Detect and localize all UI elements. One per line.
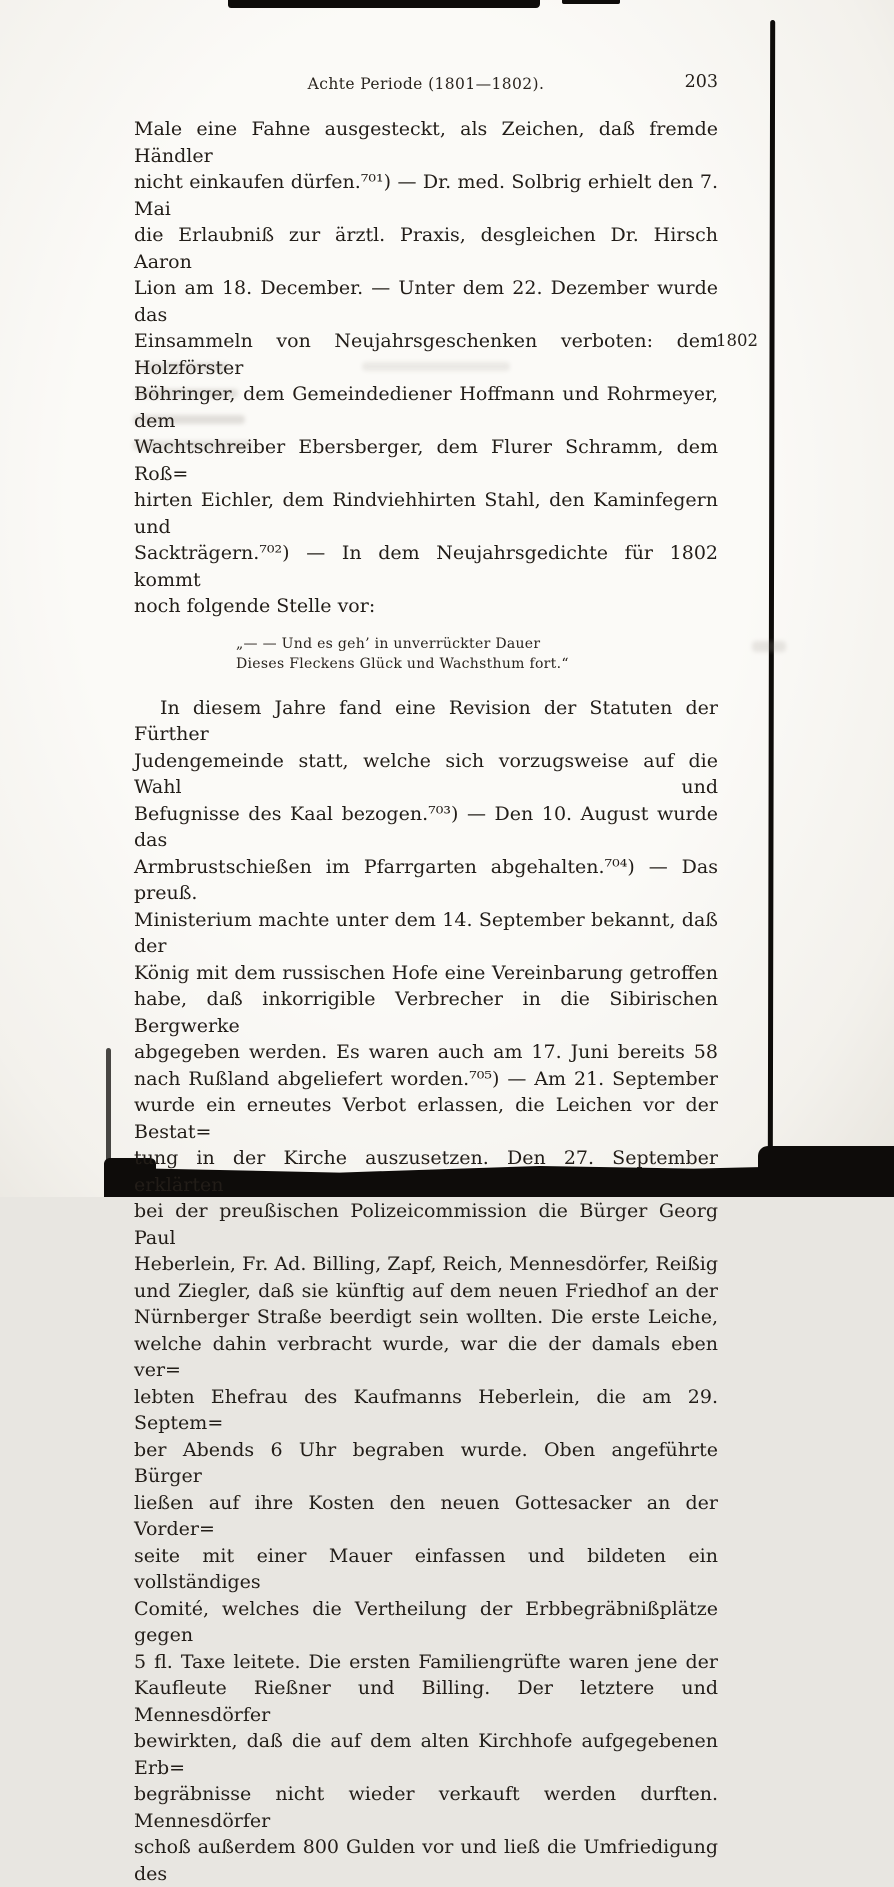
text-line: begräbnisse nicht wieder verkauft werden durften. Mennesdörfer bbox=[134, 1781, 718, 1834]
text-line: nicht einkaufen dürfen.⁷⁰¹) — Dr. med. Solbrig erhielt den 7. Mai bbox=[134, 169, 718, 222]
page-number: 203 bbox=[664, 72, 718, 92]
text-line: seite mit einer Mauer einfassen und bildeten ein vollständiges bbox=[134, 1543, 718, 1596]
body-paragraph-1 bbox=[134, 116, 718, 620]
margin-year-note: 1802 bbox=[716, 331, 758, 350]
text-line: Sackträgern.⁷⁰²) — In dem Neujahrsgedichte für 1802 kommt bbox=[134, 540, 718, 593]
text-line: die Erlaubniß zur ärztl. Praxis, desgleichen Dr. Hirsch Aaron bbox=[134, 222, 718, 275]
text-line: noch folgende Stelle vor: bbox=[134, 593, 718, 620]
text-line: bewirkten, daß die auf dem alten Kirchhofe aufgegebenen Erb= bbox=[134, 1728, 718, 1781]
text-line: Male eine Fahne ausgesteckt, als Zeichen, daß fremde Händler bbox=[134, 116, 718, 169]
text-line: lebten Ehefrau des Kaufmanns Heberlein, die am 29. Septem= bbox=[134, 1384, 718, 1437]
text-line: welche dahin verbracht wurde, war die der damals eben ver= bbox=[134, 1331, 718, 1384]
text-line: Befugnisse des Kaal bezogen.⁷⁰³) — Den 10. August wurde das bbox=[134, 801, 718, 854]
body-paragraph-2 bbox=[134, 695, 718, 1887]
text-line: wurde ein erneutes Verbot erlassen, die Leichen vor der Bestat= bbox=[134, 1092, 718, 1145]
text-line: schoß außerdem 800 Gulden vor und ließ die Umfriedigung des bbox=[134, 1834, 718, 1887]
text-line: Dieses Fleckens Glück und Wachsthum fort.“ bbox=[236, 654, 718, 674]
text-line: In diesem Jahre fand eine Revision der Statuten der Fürther bbox=[134, 695, 718, 748]
text-column bbox=[134, 116, 718, 1887]
scan-artifact-right-edge bbox=[768, 20, 775, 1160]
text-line: ber Abends 6 Uhr begraben wurde. Oben angeführte Bürger bbox=[134, 1437, 718, 1490]
text-line: und Ziegler, daß sie künftig auf dem neuen Friedhof an der bbox=[134, 1278, 718, 1305]
text-line: Ministerium machte unter dem 14. September bekannt, daß der bbox=[134, 907, 718, 960]
poem-quote bbox=[236, 634, 718, 674]
text-line: abgegeben werden. Es waren auch am 17. Juni bereits 58 bbox=[134, 1039, 718, 1066]
text-line: Einsammeln von Neujahrsgeschenken verboten: dem Holzförster bbox=[134, 328, 718, 381]
text-line: Böhringer, dem Gemeindediener Hoffmann und Rohrmeyer, dem bbox=[134, 381, 718, 434]
scan-artifact-top bbox=[228, 0, 540, 8]
text-line: 5 fl. Taxe leitete. Die ersten Familiengrüfte waren jene der bbox=[134, 1649, 718, 1676]
text-line: ließen auf ihre Kosten den neuen Gottesacker an der Vorder= bbox=[134, 1490, 718, 1543]
text-line: Lion am 18. December. — Unter dem 22. Dezember wurde das bbox=[134, 275, 718, 328]
text-line: König mit dem russischen Hofe eine Vereinbarung getroffen bbox=[134, 960, 718, 987]
text-line: nach Rußland abgeliefert worden.⁷⁰⁵) — Am 21. September bbox=[134, 1066, 718, 1093]
bleedthrough-artifact bbox=[752, 641, 786, 652]
text-line: hirten Eichler, dem Rindviehhirten Stahl, den Kaminfegern und bbox=[134, 487, 718, 540]
scan-artifact-bottom-right bbox=[758, 1146, 894, 1197]
text-line: „— — Und es geh’ in unverrückter Dauer bbox=[236, 634, 718, 654]
text-line: bei der preußischen Polizeicommission die Bürger Georg Paul bbox=[134, 1198, 718, 1251]
text-line: habe, daß inkorrigible Verbrecher in die Sibirischen Bergwerke bbox=[134, 986, 718, 1039]
scan-artifact-left-edge bbox=[106, 1048, 111, 1170]
text-line: Comité, welches die Vertheilung der Erbbegräbnißplätze gegen bbox=[134, 1596, 718, 1649]
scan-artifact-top bbox=[562, 0, 620, 4]
text-line: Nürnberger Straße beerdigt sein wollten. Die erste Leiche, bbox=[134, 1304, 718, 1331]
text-line: Kaufleute Rießner und Billing. Der letztere und Mennesdörfer bbox=[134, 1675, 718, 1728]
text-line: Heberlein, Fr. Ad. Billing, Zapf, Reich, Mennesdörfer, Reißig bbox=[134, 1251, 718, 1278]
text-line: Judengemeinde statt, welche sich vorzugsweise auf die Wahl und bbox=[134, 748, 718, 801]
text-line: tung in der Kirche auszusetzen. Den 27. September erklärten bbox=[134, 1145, 718, 1198]
text-line: Wachtschreiber Ebersberger, dem Flurer Schramm, dem Roß= bbox=[134, 434, 718, 487]
running-header-title: Achte Periode (1801—1802). bbox=[134, 75, 718, 93]
text-line: Armbrustschießen im Pfarrgarten abgehalten.⁷⁰⁴) — Das preuß. bbox=[134, 854, 718, 907]
